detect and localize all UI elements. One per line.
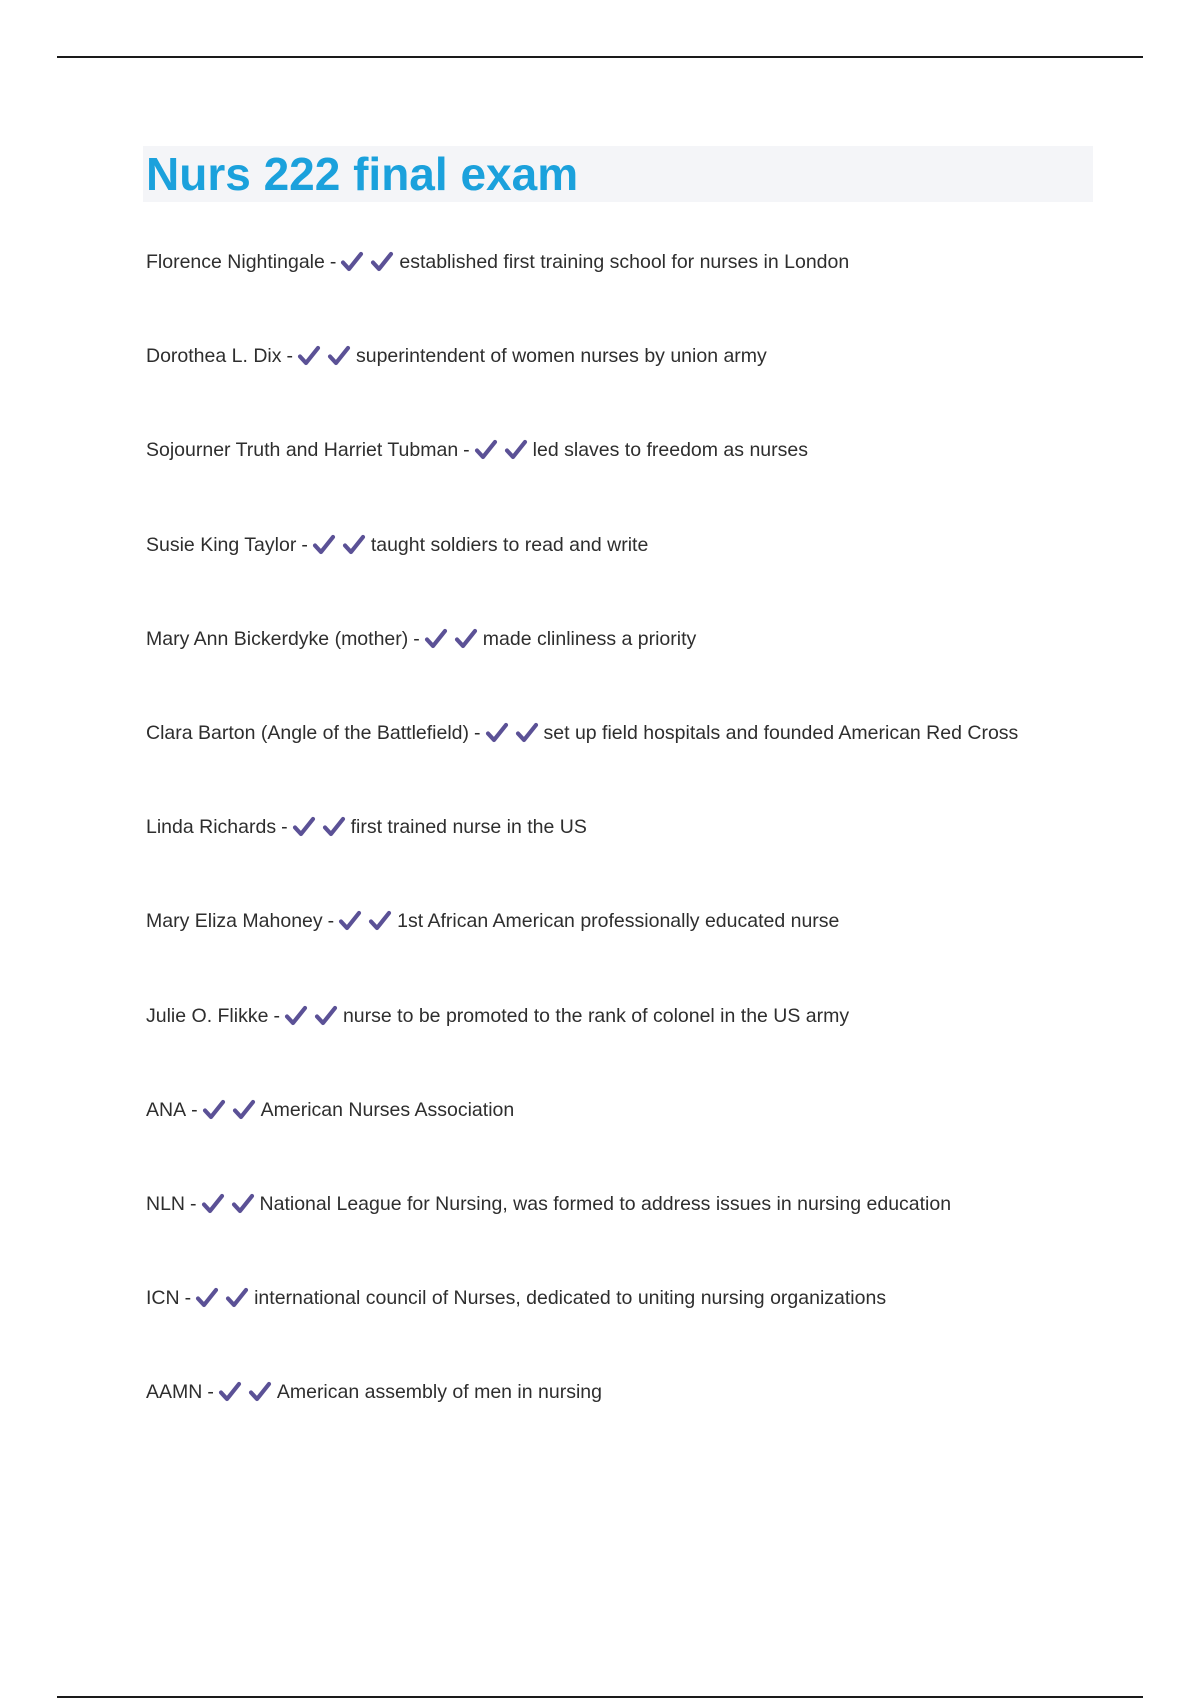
check-icon xyxy=(504,438,528,462)
list-item xyxy=(146,903,1146,997)
check-icon xyxy=(327,344,351,368)
entry-term: Florence Nightingale xyxy=(146,251,325,273)
entry-separator: - xyxy=(413,627,420,650)
entry-term: Dorothea L. Dix xyxy=(146,345,282,368)
check-icon xyxy=(454,627,478,651)
list-item xyxy=(146,1092,1146,1186)
entry-definition: established first training school for nurses in London xyxy=(399,251,850,273)
check-icon xyxy=(322,815,346,839)
entry-separator: - xyxy=(286,345,293,368)
entry-separator: - xyxy=(301,533,308,556)
bottom-rule xyxy=(57,1696,1143,1698)
check-icon xyxy=(248,1380,272,1404)
check-icon xyxy=(202,1098,226,1122)
check-icon xyxy=(314,1004,338,1028)
list-item xyxy=(146,432,1146,526)
check-icon xyxy=(338,909,362,933)
entry-term: Mary Eliza Mahoney xyxy=(146,910,323,933)
entry-separator: - xyxy=(281,816,288,839)
check-icon xyxy=(232,1098,256,1122)
list-item xyxy=(146,338,1146,432)
entry-definition: led slaves to freedom as nurses xyxy=(532,439,808,462)
entry-definition: international council of Nurses, dedicated to uniting nursing organizations xyxy=(254,1287,887,1310)
entry-definition: set up field hospitals and founded American Red Cross xyxy=(543,721,1019,744)
check-icon xyxy=(312,533,336,557)
list-item xyxy=(146,715,1146,809)
entry-separator: - xyxy=(184,1287,192,1310)
check-icon xyxy=(218,1380,242,1404)
page-title: Nurs 222 final exam xyxy=(146,148,579,200)
entry-definition: American assembly of men in nursing xyxy=(276,1381,602,1404)
check-icon xyxy=(195,1286,219,1310)
entry-term: Sojourner Truth and Harriet Tubman xyxy=(146,439,459,462)
check-icon xyxy=(297,344,321,368)
entry-separator: - xyxy=(207,1381,214,1404)
entry-term: ANA xyxy=(146,1098,187,1121)
entry-definition: taught soldiers to read and write xyxy=(370,533,649,556)
check-icon xyxy=(368,909,392,933)
entry-term: AAMN xyxy=(146,1381,203,1404)
check-icon xyxy=(225,1286,249,1310)
entry-term: Linda Richards xyxy=(146,816,277,839)
check-icon xyxy=(515,721,539,745)
entry-separator: - xyxy=(329,251,337,273)
check-icon xyxy=(342,533,366,557)
entry-term: Susie King Taylor xyxy=(146,533,297,556)
entry-list xyxy=(146,244,1146,1468)
entry-term: Clara Barton (Angle of the Battlefield) xyxy=(146,721,470,744)
check-icon xyxy=(474,438,498,462)
entry-separator: - xyxy=(190,1192,197,1215)
entry-definition: made clinliness a priority xyxy=(482,627,697,650)
entry-definition: American Nurses Association xyxy=(260,1098,515,1121)
check-icon xyxy=(424,627,448,651)
entry-definition: superintendent of women nurses by union army xyxy=(355,345,767,368)
entry-term: NLN xyxy=(146,1192,186,1215)
entry-separator: - xyxy=(273,1004,280,1027)
list-item xyxy=(146,527,1146,621)
list-item xyxy=(146,998,1146,1092)
entry-definition: first trained nurse in the US xyxy=(350,816,587,839)
entry-definition: National League for Nursing, was formed to address issues in nursing education xyxy=(259,1192,952,1215)
check-icon xyxy=(201,1192,225,1216)
entry-separator: - xyxy=(474,721,481,744)
list-item xyxy=(146,1186,1146,1280)
entry-separator: - xyxy=(191,1098,198,1121)
entry-definition: nurse to be promoted to the rank of colonel in the US army xyxy=(342,1004,850,1027)
entry-term: Julie O. Flikke xyxy=(146,1004,269,1027)
check-icon xyxy=(340,250,364,274)
check-icon xyxy=(231,1192,255,1216)
entry-separator: - xyxy=(463,439,470,462)
list-item xyxy=(146,1374,1146,1468)
list-item xyxy=(146,621,1146,715)
list-item xyxy=(146,1280,1146,1374)
entry-term: Mary Ann Bickerdyke (mother) xyxy=(146,627,409,650)
entry-separator: - xyxy=(327,910,335,933)
entry-definition: 1st African American professionally educated nurse xyxy=(397,910,840,933)
entry-term: ICN xyxy=(146,1287,180,1310)
list-item xyxy=(146,809,1146,903)
check-icon xyxy=(284,1004,308,1028)
check-icon xyxy=(370,250,394,274)
list-item xyxy=(146,244,1146,338)
top-rule xyxy=(57,56,1143,58)
check-icon xyxy=(485,721,509,745)
check-icon xyxy=(292,815,316,839)
